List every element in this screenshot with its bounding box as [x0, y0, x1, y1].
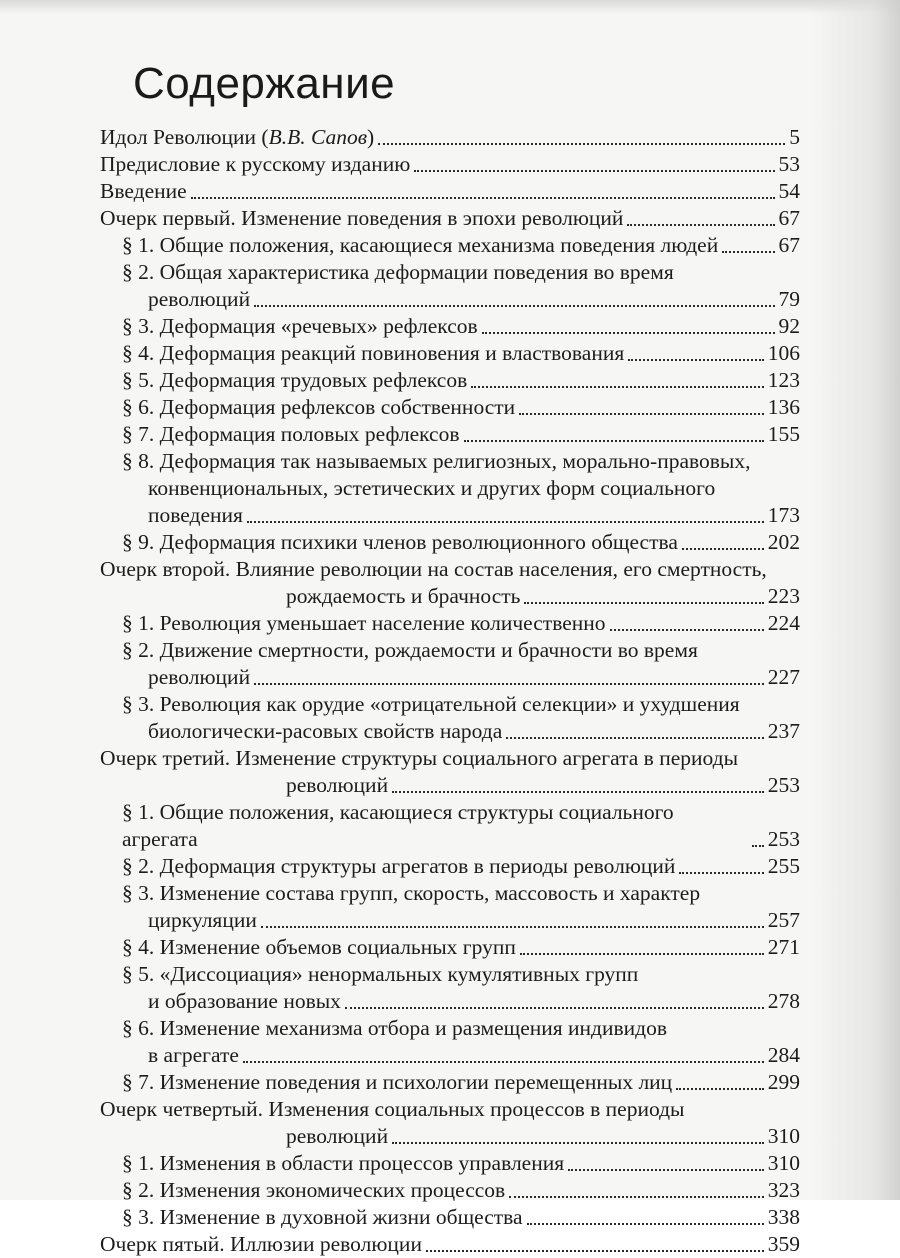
leader-dots — [426, 1250, 764, 1252]
page-number: 54 — [778, 179, 800, 203]
toc-section-3-1[interactable] — [100, 799, 800, 853]
entry-final-line[interactable] — [100, 340, 800, 367]
entry-author: В.В. Сапов — [268, 125, 368, 149]
page-number: 106 — [767, 341, 800, 365]
page-number: 67 — [778, 206, 800, 230]
entry-label: § 4. Деформация реакций повиновения и властвования — [122, 341, 625, 365]
entry-final-line[interactable] — [100, 232, 800, 259]
toc-section-3-3[interactable] — [100, 880, 800, 934]
entry-label — [100, 124, 374, 151]
leader-dots — [509, 1196, 764, 1198]
leader-dots — [414, 170, 774, 172]
entry-final-line[interactable] — [100, 610, 800, 637]
page-number: 224 — [767, 611, 800, 635]
entry-label: революций — [286, 1124, 389, 1148]
entry-label: Предисловие к русскому изданию — [100, 152, 411, 176]
toc-chapter-4[interactable] — [100, 1096, 800, 1150]
entry-label-line: § 5. «Диссоциация» ненормальных кумулятивных групп — [122, 962, 639, 986]
entry-final-line[interactable] — [100, 1204, 800, 1231]
page-number: 278 — [767, 989, 800, 1013]
page-number: 253 — [767, 827, 800, 851]
leader-dots — [722, 251, 774, 253]
entry-label: § 3. Изменение в духовной жизни общества — [122, 1205, 523, 1229]
entry-label: § 7. Изменение поведения и психологии перемещенных лиц — [122, 1070, 673, 1094]
entry-label: в агрегате — [148, 1043, 239, 1067]
leader-dots — [520, 953, 764, 955]
toc-section-1-3[interactable] — [100, 313, 800, 340]
toc-entry-foreword-essay[interactable] — [100, 124, 800, 151]
toc-section-1-7[interactable] — [100, 421, 800, 448]
toc-section-1-6[interactable] — [100, 394, 800, 421]
entry-label-line: Очерк четвертый. Изменения социальных процессов в периоды — [100, 1097, 685, 1121]
entry-final-line[interactable] — [100, 313, 800, 340]
leader-dots — [378, 143, 785, 145]
page-title: Содержание — [133, 59, 396, 109]
entry-final-line[interactable] — [100, 1069, 800, 1096]
entry-label: § 6. Деформация рефлексов собственности — [122, 395, 516, 419]
toc-section-3-2[interactable] — [100, 853, 800, 880]
page-number: 257 — [767, 908, 800, 932]
page-number: 310 — [767, 1124, 800, 1148]
leader-dots — [682, 548, 764, 550]
entry-final-line[interactable] — [100, 502, 800, 529]
toc-section-3-5[interactable] — [100, 961, 800, 1015]
entry-final-line[interactable] — [100, 529, 800, 556]
toc-section-2-2[interactable] — [100, 637, 800, 691]
page-number: 136 — [767, 395, 800, 419]
page-number: 271 — [767, 935, 800, 959]
top-edge-shadow — [0, 0, 900, 14]
entry-label-prefix: Идол Революции ( — [100, 125, 269, 149]
leader-dots — [254, 305, 774, 307]
page-number: 253 — [767, 773, 800, 797]
entry-final-line[interactable] — [100, 772, 800, 799]
leader-dots — [247, 521, 764, 523]
toc-chapter-3[interactable] — [100, 745, 800, 799]
leader-dots — [191, 197, 775, 199]
page-fold-shadow — [810, 0, 900, 1200]
entry-label: § 1. Революция уменьшает население количественно — [122, 611, 606, 635]
page-number: 202 — [767, 530, 800, 554]
toc-section-1-4[interactable] — [100, 340, 800, 367]
toc-chapter-2[interactable] — [100, 556, 800, 610]
entry-label-line: конвенциональных, эстетических и других форм социального — [148, 476, 716, 500]
entry-label: § 2. Изменения экономических процессов — [122, 1178, 506, 1202]
leader-dots — [243, 1061, 764, 1063]
leader-dots — [506, 737, 764, 739]
entry-label: Очерк первый. Изменение поведения в эпохи революций — [100, 206, 624, 230]
page-number: 359 — [767, 1232, 800, 1256]
leader-dots — [676, 1088, 764, 1090]
leader-dots — [568, 1169, 764, 1171]
leader-dots — [519, 413, 764, 415]
entry-label: § 2. Деформация структуры агрегатов в периоды революций — [122, 854, 676, 878]
leader-dots — [471, 386, 764, 388]
entry-label: Введение — [100, 179, 187, 203]
entry-label: рождаемость и брачность — [286, 584, 521, 608]
entry-final-line[interactable] — [100, 799, 800, 853]
toc-section-1-2[interactable] — [100, 259, 800, 313]
page-number: 5 — [789, 125, 800, 149]
page-number: 310 — [767, 1151, 800, 1175]
page-number: 67 — [778, 233, 800, 257]
entry-label: § 4. Изменение объемов социальных групп — [122, 935, 516, 959]
entry-label-suffix: ) — [367, 125, 375, 149]
entry-final-line[interactable] — [100, 367, 800, 394]
toc-entry-introduction[interactable] — [100, 178, 800, 205]
entry-label: революций — [286, 773, 389, 797]
page-number: 92 — [778, 314, 800, 338]
page-number: 227 — [767, 665, 800, 689]
page-number: 237 — [767, 719, 800, 743]
toc-chapter-1[interactable] — [100, 205, 800, 232]
leader-dots — [610, 629, 764, 631]
toc-section-1-8[interactable] — [100, 448, 800, 529]
toc-chapter-5[interactable] — [100, 1231, 800, 1258]
entry-label: § 3. Деформация «речевых» рефлексов — [122, 314, 478, 338]
entry-label: биологически-расовых свойств народа — [148, 719, 503, 743]
entry-label: § 1. Общие положения, касающиеся механизма поведения людей — [122, 233, 719, 257]
leader-dots — [254, 683, 764, 685]
page-number: 284 — [767, 1043, 800, 1067]
page-number: 123 — [767, 368, 800, 392]
entry-label: циркуляции — [148, 908, 257, 932]
entry-label: § 1. Изменения в области процессов управления — [122, 1151, 565, 1175]
entry-label-line: Очерк третий. Изменение структуры социального агрегата в периоды — [100, 746, 739, 770]
entry-label: Очерк пятый. Иллюзии революции — [100, 1232, 422, 1256]
page-number: 223 — [767, 584, 800, 608]
toc-section-3-6[interactable] — [100, 1015, 800, 1069]
entry-final-line[interactable] — [100, 421, 800, 448]
entry-final-line[interactable] — [100, 853, 800, 880]
entry-label-line: § 8. Деформация так называемых религиозных, морально-правовых, — [122, 449, 751, 473]
entry-label: революций — [148, 665, 251, 689]
page-number: 155 — [767, 422, 800, 446]
leader-dots — [628, 359, 764, 361]
entry-label: § 7. Деформация половых рефлексов — [122, 422, 460, 446]
entry-final-line[interactable] — [100, 664, 800, 691]
entry-final-line[interactable] — [100, 394, 800, 421]
page-number: 323 — [767, 1178, 800, 1202]
toc-section-1-5[interactable] — [100, 367, 800, 394]
toc-section-2-1[interactable] — [100, 610, 800, 637]
entry-label-line: Очерк второй. Влияние революции на состав населения, его смертность, — [100, 557, 767, 581]
entry-label: поведения — [148, 503, 243, 527]
page-number: 79 — [778, 287, 800, 311]
leader-dots — [392, 791, 764, 793]
entry-label-line: § 2. Движение смертности, рождаемости и брачности во время — [122, 638, 698, 662]
page-number: 173 — [767, 503, 800, 527]
page-number: 299 — [767, 1070, 800, 1094]
entry-final-line[interactable] — [100, 907, 800, 934]
entry-final-line[interactable] — [100, 1150, 800, 1177]
entry-label: § 1. Общие положения, касающиеся структуры социального агрегата — [122, 800, 674, 851]
toc-section-4-1[interactable] — [100, 1150, 800, 1177]
entry-label-line: § 3. Революция как орудие «отрицательной селекции» и ухудшения — [122, 692, 740, 716]
entry-final-line[interactable] — [100, 718, 800, 745]
entry-final-line[interactable] — [100, 1042, 800, 1069]
page-number: 255 — [767, 854, 800, 878]
entry-label-line: § 3. Изменение состава групп, скорость, массовость и характер — [122, 881, 701, 905]
toc-section-3-4[interactable] — [100, 934, 800, 961]
entry-label: революций — [148, 287, 251, 311]
leader-dots — [464, 440, 764, 442]
table-of-contents — [100, 124, 800, 1258]
entry-label-line: § 2. Общая характеристика деформации поведения во время — [122, 260, 674, 284]
leader-dots — [261, 926, 764, 928]
entry-final-line[interactable] — [100, 286, 800, 313]
leader-dots — [527, 1223, 764, 1225]
toc-section-2-3[interactable] — [100, 691, 800, 745]
leader-dots — [392, 1142, 764, 1144]
entry-final-line[interactable] — [100, 988, 800, 1015]
toc-section-1-9[interactable] — [100, 529, 800, 556]
entry-final-line[interactable] — [100, 1123, 800, 1150]
leader-dots — [679, 872, 763, 874]
page-number: 53 — [778, 152, 800, 176]
entry-label: § 5. Деформация трудовых рефлексов — [122, 368, 468, 392]
toc-section-1-1[interactable] — [100, 232, 800, 259]
entry-final-line[interactable] — [100, 583, 800, 610]
entry-final-line[interactable] — [100, 934, 800, 961]
entry-label-line: § 6. Изменение механизма отбора и размещения индивидов — [122, 1016, 667, 1040]
entry-label: и образование новых — [148, 989, 341, 1013]
leader-dots — [482, 332, 775, 334]
leader-dots — [345, 1007, 764, 1009]
leader-dots — [524, 602, 763, 604]
toc-section-4-3[interactable] — [100, 1204, 800, 1231]
leader-dots — [627, 224, 774, 226]
toc-section-3-7[interactable] — [100, 1069, 800, 1096]
entry-label: § 9. Деформация психики членов революционного общества — [122, 530, 678, 554]
toc-entry-preface[interactable] — [100, 151, 800, 178]
page-number: 338 — [767, 1205, 800, 1229]
leader-dots — [752, 845, 764, 847]
